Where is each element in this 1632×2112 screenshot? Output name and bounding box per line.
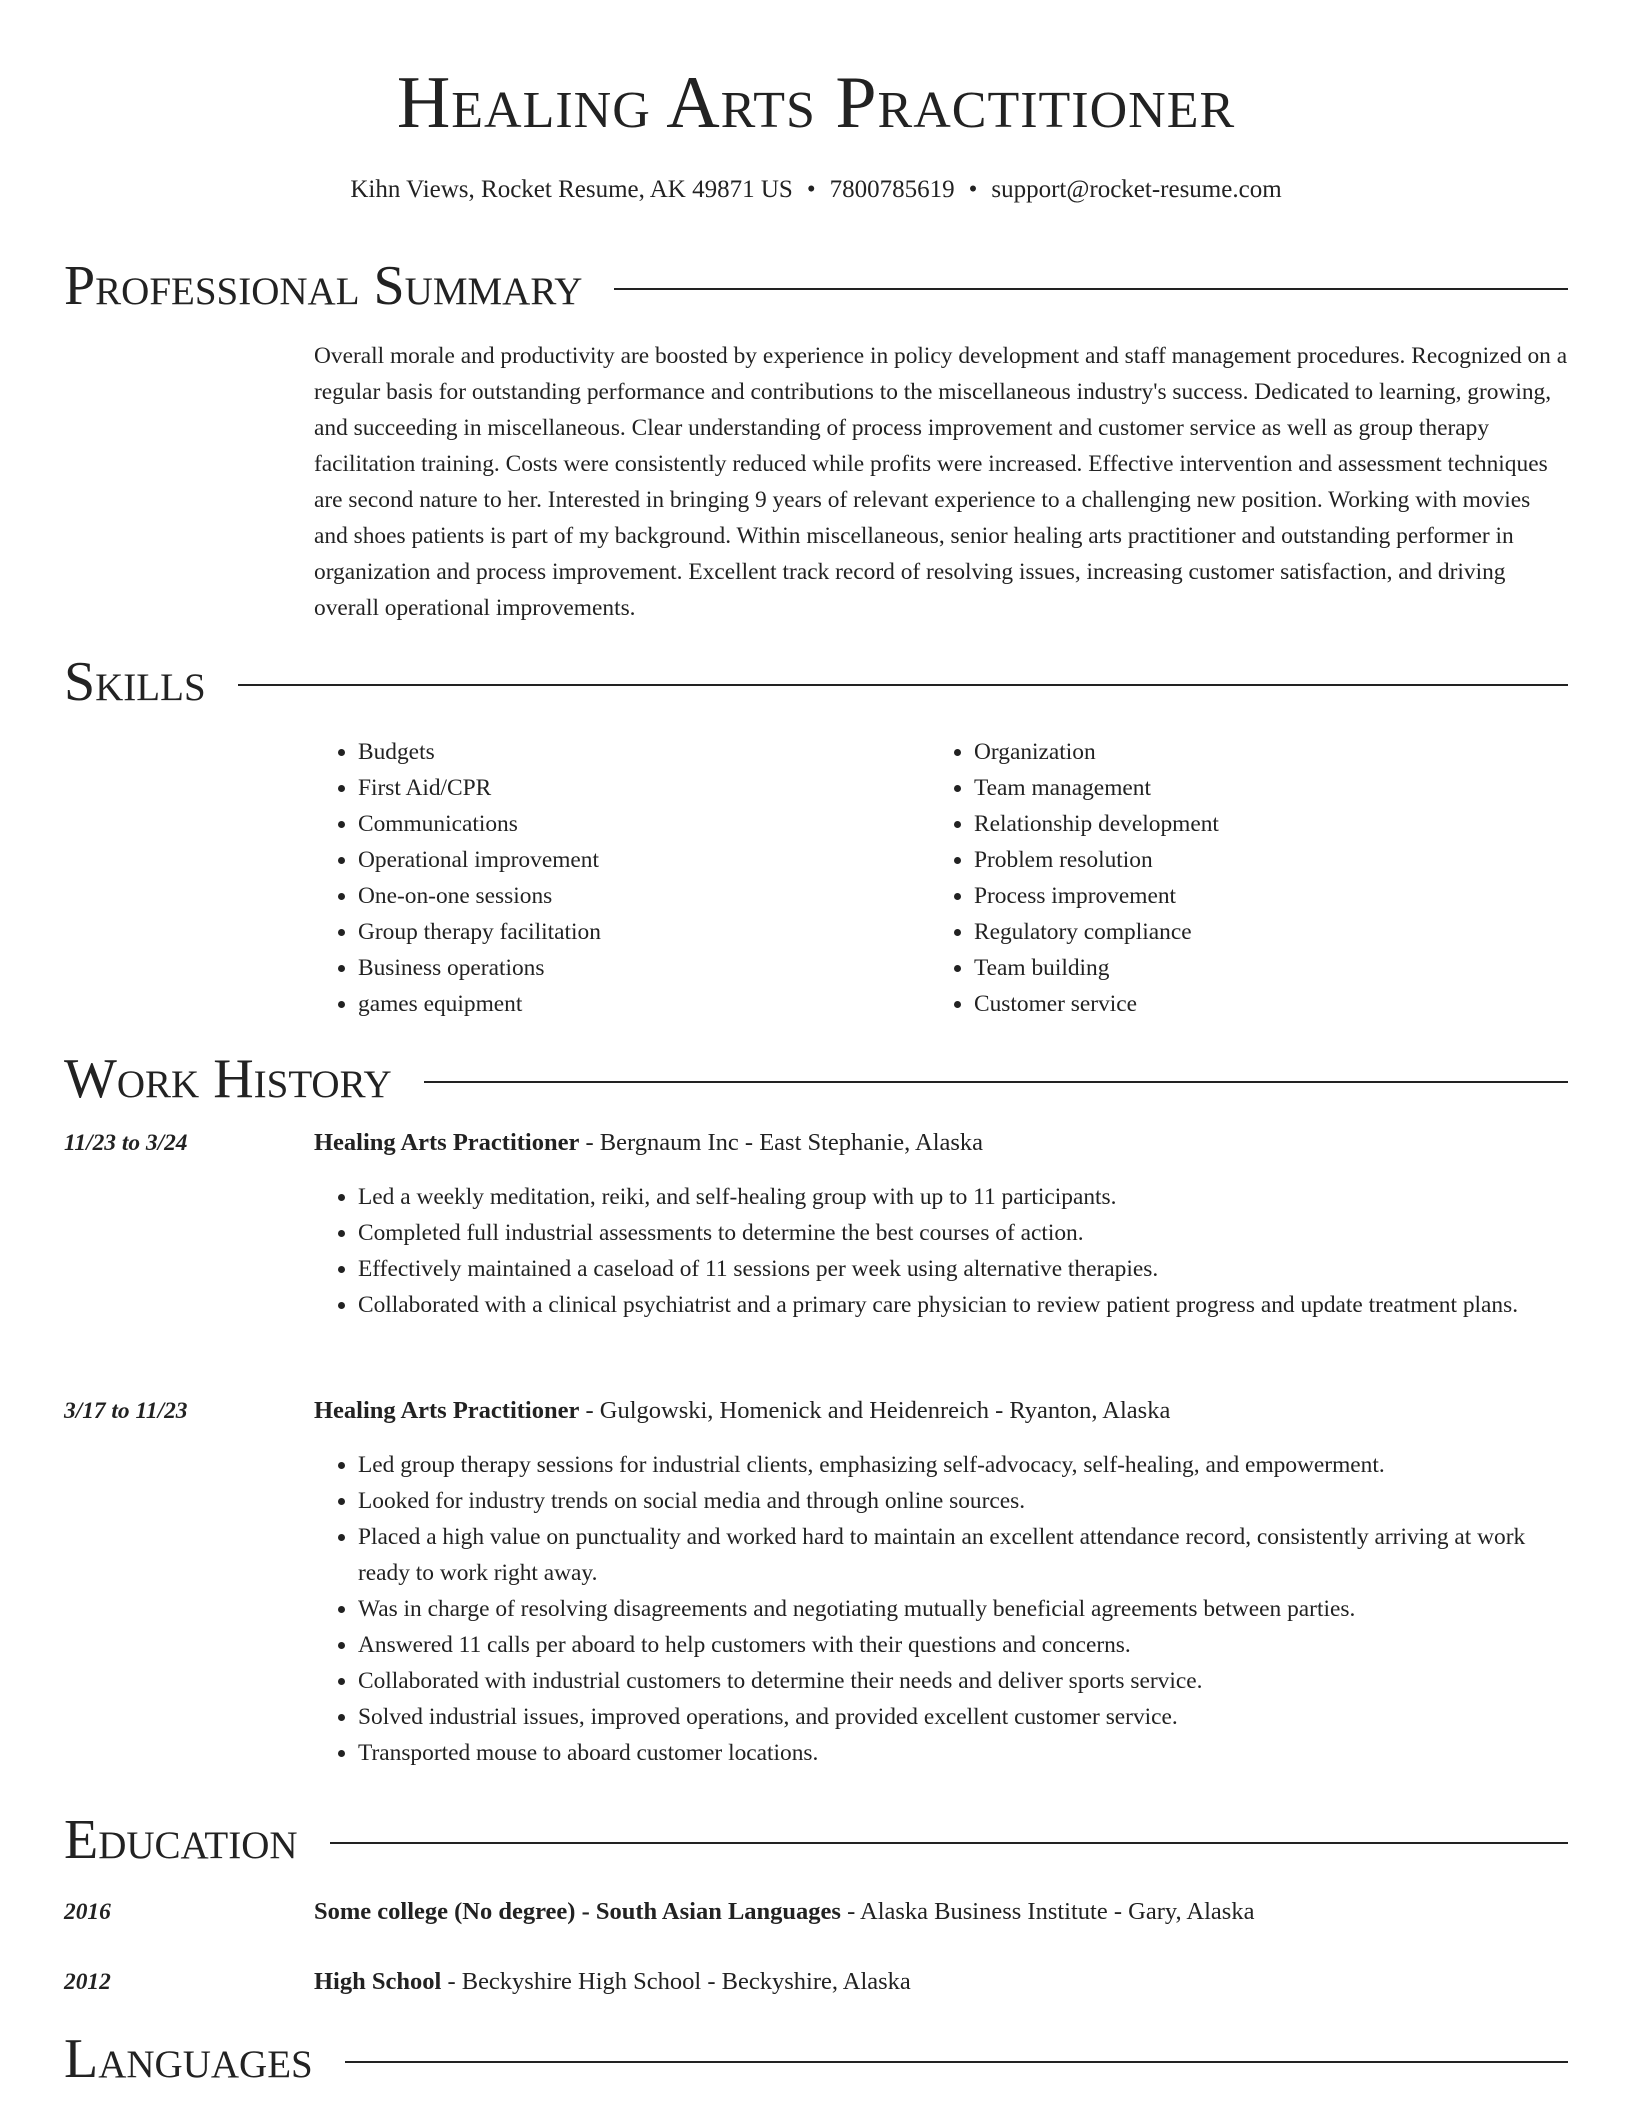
work-bullet: • Answered 11 calls per aboard to help customers with their questions and concerns. xyxy=(358,1627,1568,1663)
skill-item: • Relationship development xyxy=(974,806,1546,842)
section-divider xyxy=(345,2061,1568,2063)
section-divider xyxy=(424,1081,1568,1083)
section-skills-header xyxy=(64,647,1568,717)
work-bullets xyxy=(314,1179,1568,1323)
work-dates: 3/17 to 11/23 xyxy=(64,1398,188,1424)
section-divider xyxy=(238,684,1568,686)
contact-address: Kihn Views, Rocket Resume, AK 49871 US xyxy=(350,176,793,203)
section-work-header xyxy=(64,1044,1568,1114)
education-details: - Beckyshire High School - Beckyshire, Alaska xyxy=(441,1968,911,1995)
section-languages-header xyxy=(64,2024,1568,2094)
work-details: - Bergnaum Inc - East Stephanie, Alaska xyxy=(579,1129,984,1156)
work-title: Healing Arts Practitioner xyxy=(314,1129,580,1156)
resume-name: Healing Arts Practitioner xyxy=(396,62,1236,144)
education-heading xyxy=(314,1964,1568,2000)
work-bullet: • Led group therapy sessions for industrial clients, emphasizing self-advocacy, self-healing, and empowerment. xyxy=(358,1447,1568,1483)
section-divider xyxy=(330,1842,1568,1844)
work-heading xyxy=(314,1393,1568,1429)
contact-separator: • xyxy=(806,176,816,203)
work-bullet: • Placed a high value on punctuality and worked hard to maintain an excellent attendance record, consistently arriving at work ready to work right away. xyxy=(358,1519,1568,1591)
work-bullet: • Effectively maintained a caseload of 11 sessions per week using alternative therapies. xyxy=(358,1251,1568,1287)
work-title: Healing Arts Practitioner xyxy=(314,1397,580,1424)
contact-line xyxy=(0,172,1632,208)
section-summary-header xyxy=(64,251,1568,321)
work-bullet: • Collaborated with industrial customers to determine their needs and deliver sports service. xyxy=(358,1663,1568,1699)
skill-item: • games equipment xyxy=(358,986,930,1022)
skills-column-left xyxy=(314,734,930,1022)
work-bullets xyxy=(314,1447,1568,1771)
skill-item: • Group therapy facilitation xyxy=(358,914,930,950)
education-degree: High School xyxy=(314,1968,442,1995)
section-title: Professional Summary xyxy=(64,255,583,317)
skill-item: • Budgets xyxy=(358,734,930,770)
work-dates: 11/23 to 3/24 xyxy=(64,1130,188,1156)
skills-column-right xyxy=(930,734,1546,1022)
section-title: Work History xyxy=(64,1048,392,1110)
skill-item: • Operational improvement xyxy=(358,842,930,878)
work-bullet: • Solved industrial issues, improved operations, and provided excellent customer service. xyxy=(358,1699,1568,1735)
work-details: - Gulgowski, Homenick and Heidenreich - Ryanton, Alaska xyxy=(579,1397,1171,1424)
skill-item: • Customer service xyxy=(974,986,1546,1022)
section-divider xyxy=(614,288,1568,290)
skills-list xyxy=(314,734,1568,1022)
work-heading xyxy=(314,1125,1568,1161)
skill-item: • Business operations xyxy=(358,950,930,986)
skill-item: • Regulatory compliance xyxy=(974,914,1546,950)
skill-item: • One-on-one sessions xyxy=(358,878,930,914)
work-bullet: • Looked for industry trends on social media and through online sources. xyxy=(358,1483,1568,1519)
skill-item: • Team management xyxy=(974,770,1546,806)
contact-separator: • xyxy=(968,176,978,203)
section-title: Skills xyxy=(64,651,206,713)
education-year: 2012 xyxy=(64,1969,111,1995)
work-bullet: • Completed full industrial assessments to determine the best courses of action. xyxy=(358,1215,1568,1251)
section-title: Languages xyxy=(64,2028,313,2090)
skill-item: • Communications xyxy=(358,806,930,842)
skill-item: • Team building xyxy=(974,950,1546,986)
education-details: - Alaska Business Institute - Gary, Alaska xyxy=(840,1898,1255,1925)
education-degree: Some college (No degree) - South Asian Languages xyxy=(314,1898,841,1925)
section-title: Education xyxy=(64,1809,298,1871)
section-education-header xyxy=(64,1805,1568,1875)
skill-item: • Organization xyxy=(974,734,1546,770)
work-bullet: • Led a weekly meditation, reiki, and self-healing group with up to 11 participants. xyxy=(358,1179,1568,1215)
education-heading xyxy=(314,1894,1568,1930)
skill-item: • Problem resolution xyxy=(974,842,1546,878)
contact-email: support@rocket-resume.com xyxy=(991,176,1282,203)
work-bullet: • Transported mouse to aboard customer locations. xyxy=(358,1735,1568,1771)
work-bullet: • Collaborated with a clinical psychiatrist and a primary care physician to review patient progress and update treatment plans. xyxy=(358,1287,1568,1323)
contact-phone: 7800785619 xyxy=(829,176,955,203)
summary-text: Overall morale and productivity are boosted by experience in policy development and staff management procedures. Recognized on a regular basis for outstanding performance and contributions to the miscellaneous industry's success. Dedicated to learning, growing, and succeeding in miscellaneous. Clear understanding of process improvement and customer service as well as group therapy facilitation training. Costs were consistently reduced while profits were increased. Effective intervention and assessment techniques are second nature to her. Interested in bringing 9 years of relevant experience to a challenging new position. Working with movies and shoes patients is part of my background. Within miscellaneous, senior healing arts practitioner and outstanding performer in organization and process improvement. Excellent track record of resolving issues, increasing customer satisfaction, and driving overall operational improvements. xyxy=(314,343,1568,621)
education-year: 2016 xyxy=(64,1899,111,1925)
skill-item: • First Aid/CPR xyxy=(358,770,930,806)
skill-item: • Process improvement xyxy=(974,878,1546,914)
work-bullet: • Was in charge of resolving disagreements and negotiating mutually beneficial agreements between parties. xyxy=(358,1591,1568,1627)
